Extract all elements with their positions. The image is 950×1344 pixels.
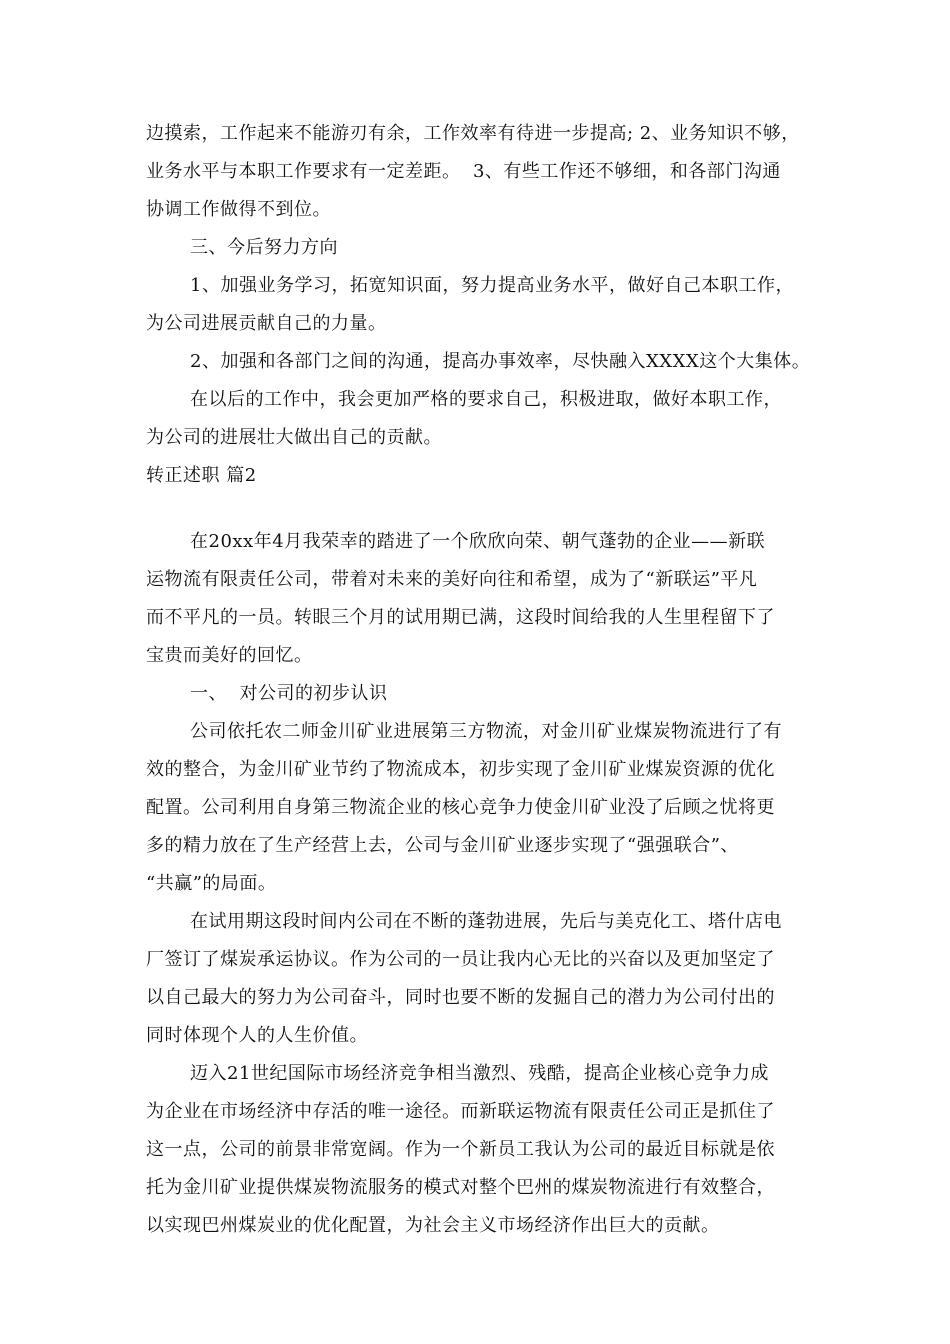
text-line: 迈入21世纪国际市场经济竞争相当激烈、残酷，提高企业核心竞争力成 [190, 1063, 769, 1084]
text-line: 效的整合，为金川矿业节约了物流成本，初步实现了金川矿业煤炭资源的优化 [146, 759, 775, 780]
text-line: 1、加强业务学习，拓宽知识面，努力提高业务水平，做好自己本职工作， [190, 275, 794, 296]
text-line: 托为金川矿业提供煤炭物流服务的模式对整个巴州的煤炭物流进行有效整合， [146, 1177, 775, 1198]
text-line: 运物流有限责任公司，带着对未来的美好向往和希望，成为了“新联运”平凡 [146, 569, 758, 590]
text-line: 这一点，公司的前景非常宽阔。作为一个新员工我认为公司的最近目标就是依 [146, 1139, 775, 1160]
text-line: 以实现巴州煤炭业的优化配置，为社会主义市场经济作出巨大的贡献。 [146, 1215, 720, 1236]
text-line: 多的精力放在了生产经营上去，公司与金川矿业逐步实现了“强强联合”、 [146, 835, 739, 856]
text-line: 在试用期这段时间内公司在不断的蓬勃进展，先后与美克化工、塔什店电 [190, 911, 782, 932]
text-line: 而不平凡的一员。转眼三个月的试用期已满，这段时间给我的人生里程留下了 [146, 607, 775, 628]
text-line: 配置。公司利用自身第三物流企业的核心竞争力使金川矿业没了后顾之忧将更 [146, 797, 775, 818]
section-heading: 三、今后努力方向 [190, 237, 338, 258]
text-line: “共赢”的局面。 [146, 873, 277, 894]
text-line: 厂签订了煤炭承运协议。作为公司的一员让我内心无比的兴奋以及更加坚定了 [146, 949, 775, 970]
text-line: 以自己最大的努力为公司奋斗，同时也要不断的发掘自己的潜力为公司付出的 [146, 987, 775, 1008]
text-line: 2、加强和各部门之间的沟通，提高办事效率，尽快融入XXXX这个大集体。 [190, 351, 811, 372]
section-heading: 一、 对公司的初步认识 [190, 683, 388, 704]
text-line: 业务水平与本职工作要求有一定差距。 3、有些工作还不够细，和各部门沟通 [146, 161, 781, 182]
text-line: 协调工作做得不到位。 [146, 199, 331, 220]
text-line: 在以后的工作中，我会更加严格的要求自己，积极进取，做好本职工作， [190, 389, 782, 410]
text-line: 为公司的进展壮大做出自己的贡献。 [146, 427, 442, 448]
text-line: 公司依托农二师金川矿业进展第三方物流，对金川矿业煤炭物流进行了有 [190, 721, 782, 742]
text-line: 为企业在市场经济中存活的唯一途径。而新联运物流有限责任公司正是抓住了 [146, 1101, 775, 1122]
text-line: 宝贵而美好的回忆。 [146, 645, 313, 666]
text-line: 边摸索，工作起来不能游刃有余，工作效率有待进一步提高; 2、业务知识不够， [146, 123, 800, 144]
text-line: 同时体现个人的人生价值。 [146, 1025, 368, 1046]
article-title: 转正述职 篇2 [146, 465, 257, 486]
text-line: 在20xx年4月我荣幸的踏进了一个欣欣向荣、朝气蓬勃的企业——新联 [190, 531, 766, 552]
text-line: 为公司进展贡献自己的力量。 [146, 313, 387, 334]
